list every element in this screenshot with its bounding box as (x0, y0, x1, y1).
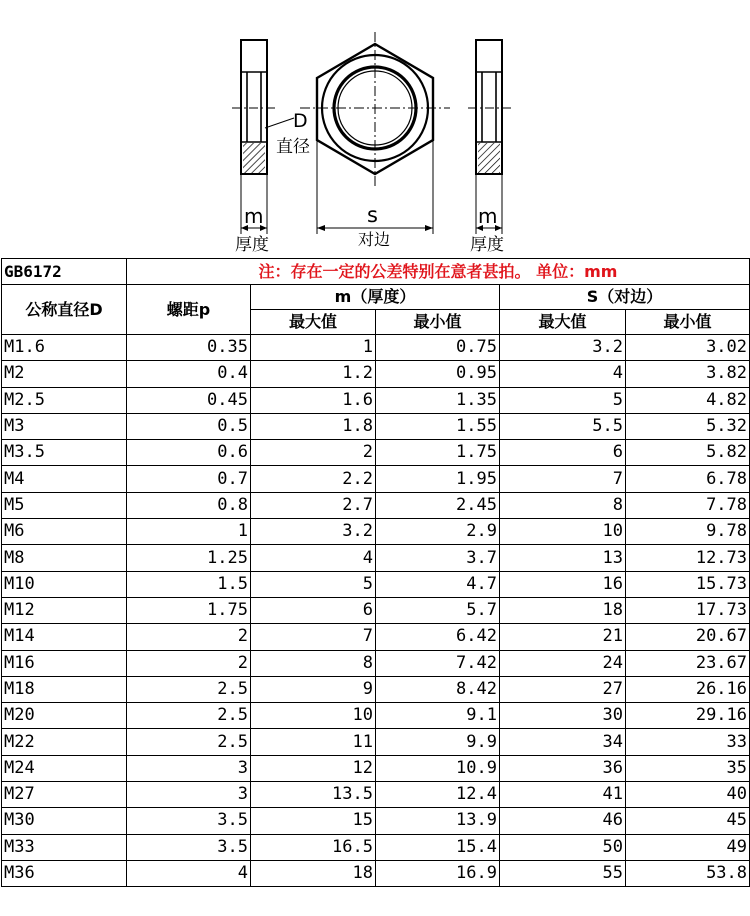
header-thickness-min: 最小值 (376, 310, 500, 335)
cell-across-flats-min: 17.73 (626, 597, 750, 623)
cell-pitch: 3 (127, 782, 251, 808)
cell-across-flats-max: 55 (500, 860, 626, 886)
table-row (2, 624, 750, 650)
cell-nominal-diameter: M10 (2, 571, 127, 597)
cell-pitch: 0.8 (127, 492, 251, 518)
cell-thickness-max: 13.5 (251, 782, 376, 808)
cell-pitch: 0.6 (127, 440, 251, 466)
cell-nominal-diameter: M12 (2, 597, 127, 623)
table-row (2, 492, 750, 518)
cell-across-flats-max: 8 (500, 492, 626, 518)
cell-thickness-min: 3.7 (376, 545, 500, 571)
cell-across-flats-max: 10 (500, 519, 626, 545)
cell-thickness-max: 9 (251, 676, 376, 702)
diameter-label: 直径 (276, 137, 310, 157)
table-row (2, 466, 750, 492)
cell-nominal-diameter: M33 (2, 834, 127, 860)
table-row (2, 860, 750, 886)
cell-pitch: 3.5 (127, 808, 251, 834)
cell-pitch: 3.5 (127, 834, 251, 860)
cell-thickness-max: 5 (251, 571, 376, 597)
cell-thickness-max: 10 (251, 703, 376, 729)
cell-across-flats-min: 6.78 (626, 466, 750, 492)
cell-nominal-diameter: M20 (2, 703, 127, 729)
cell-across-flats-max: 21 (500, 624, 626, 650)
cell-across-flats-min: 5.32 (626, 413, 750, 439)
header-pitch: 螺距p (127, 285, 251, 335)
cell-thickness-min: 1.75 (376, 440, 500, 466)
cell-across-flats-max: 5 (500, 387, 626, 413)
cell-thickness-min: 2.9 (376, 519, 500, 545)
header-row (2, 285, 750, 310)
cell-across-flats-min: 29.16 (626, 703, 750, 729)
table-row (2, 361, 750, 387)
table-row (2, 834, 750, 860)
cell-thickness-min: 5.7 (376, 597, 500, 623)
cell-pitch: 0.5 (127, 413, 251, 439)
cell-pitch: 2 (127, 650, 251, 676)
cell-across-flats-max: 46 (500, 808, 626, 834)
cell-pitch: 1 (127, 519, 251, 545)
cell-across-flats-min: 9.78 (626, 519, 750, 545)
table-row (2, 413, 750, 439)
cell-thickness-max: 1.8 (251, 413, 376, 439)
cell-pitch: 1.5 (127, 571, 251, 597)
cell-thickness-min: 15.4 (376, 834, 500, 860)
cell-thickness-max: 1 (251, 335, 376, 361)
cell-pitch: 2.5 (127, 676, 251, 702)
cell-thickness-max: 4 (251, 545, 376, 571)
cell-across-flats-min: 15.73 (626, 571, 750, 597)
table-row (2, 571, 750, 597)
cell-across-flats-max: 41 (500, 782, 626, 808)
cell-thickness-min: 1.55 (376, 413, 500, 439)
cell-pitch: 1.25 (127, 545, 251, 571)
table-title-row (2, 259, 750, 285)
cell-across-flats-min: 4.82 (626, 387, 750, 413)
header-nominal-diameter: 公称直径D (2, 285, 127, 335)
cell-thickness-min: 13.9 (376, 808, 500, 834)
cell-across-flats-min: 5.82 (626, 440, 750, 466)
cell-thickness-max: 2 (251, 440, 376, 466)
cell-pitch: 0.35 (127, 335, 251, 361)
cell-thickness-max: 18 (251, 860, 376, 886)
cell-thickness-min: 12.4 (376, 782, 500, 808)
cell-thickness-min: 1.95 (376, 466, 500, 492)
cell-nominal-diameter: M3.5 (2, 440, 127, 466)
cell-pitch: 2.5 (127, 703, 251, 729)
table-row (2, 782, 750, 808)
cell-thickness-max: 11 (251, 729, 376, 755)
cell-across-flats-min: 23.67 (626, 650, 750, 676)
cell-across-flats-max: 16 (500, 571, 626, 597)
cell-thickness-max: 7 (251, 624, 376, 650)
cell-across-flats-max: 27 (500, 676, 626, 702)
cell-across-flats-max: 34 (500, 729, 626, 755)
header-across-flats-max: 最大值 (500, 310, 626, 335)
cell-thickness-min: 2.45 (376, 492, 500, 518)
table-row (2, 650, 750, 676)
cell-across-flats-min: 3.82 (626, 361, 750, 387)
across-flats-label: 对边 (358, 230, 391, 249)
thickness-symbol-left: m (244, 204, 264, 228)
cell-thickness-max: 2.7 (251, 492, 376, 518)
cell-across-flats-min: 40 (626, 782, 750, 808)
header-across-flats-min: 最小值 (626, 310, 750, 335)
cell-nominal-diameter: M16 (2, 650, 127, 676)
cell-across-flats-min: 45 (626, 808, 750, 834)
cell-pitch: 0.45 (127, 387, 251, 413)
standard-code: GB6172 (2, 259, 127, 285)
table-body (2, 335, 750, 887)
tolerance-note: 注：存在一定的公差特别在意者甚拍。 单位：mm (127, 259, 750, 285)
header-thickness-max: 最大值 (251, 310, 376, 335)
cell-nominal-diameter: M36 (2, 860, 127, 886)
cell-nominal-diameter: M6 (2, 519, 127, 545)
cell-pitch: 2 (127, 624, 251, 650)
cell-across-flats-max: 3.2 (500, 335, 626, 361)
cell-thickness-max: 16.5 (251, 834, 376, 860)
cell-thickness-min: 9.9 (376, 729, 500, 755)
cell-thickness-min: 16.9 (376, 860, 500, 886)
cell-thickness-min: 9.1 (376, 703, 500, 729)
cell-across-flats-max: 18 (500, 597, 626, 623)
table-row (2, 755, 750, 781)
table-row (2, 729, 750, 755)
cell-thickness-min: 0.75 (376, 335, 500, 361)
cell-pitch: 0.7 (127, 466, 251, 492)
cell-across-flats-min: 20.67 (626, 624, 750, 650)
cell-thickness-max: 8 (251, 650, 376, 676)
cell-across-flats-min: 33 (626, 729, 750, 755)
cell-nominal-diameter: M4 (2, 466, 127, 492)
cell-nominal-diameter: M30 (2, 808, 127, 834)
specification-table (1, 258, 750, 887)
cell-pitch: 3 (127, 755, 251, 781)
cell-thickness-min: 1.35 (376, 387, 500, 413)
cell-across-flats-min: 26.16 (626, 676, 750, 702)
cell-thickness-max: 1.6 (251, 387, 376, 413)
table-row (2, 808, 750, 834)
cell-across-flats-max: 13 (500, 545, 626, 571)
cell-thickness-max: 2.2 (251, 466, 376, 492)
table-row (2, 440, 750, 466)
cell-thickness-max: 6 (251, 597, 376, 623)
thickness-label-right: 厚度 (470, 235, 504, 255)
table-row (2, 597, 750, 623)
cell-thickness-min: 0.95 (376, 361, 500, 387)
cell-across-flats-min: 12.73 (626, 545, 750, 571)
cell-across-flats-max: 5.5 (500, 413, 626, 439)
cell-across-flats-max: 50 (500, 834, 626, 860)
cell-across-flats-max: 7 (500, 466, 626, 492)
cell-thickness-min: 10.9 (376, 755, 500, 781)
cell-pitch: 2.5 (127, 729, 251, 755)
cell-pitch: 1.75 (127, 597, 251, 623)
table-row (2, 519, 750, 545)
thickness-label-left: 厚度 (235, 235, 269, 255)
cell-thickness-max: 1.2 (251, 361, 376, 387)
cell-nominal-diameter: M5 (2, 492, 127, 518)
cell-across-flats-max: 6 (500, 440, 626, 466)
cell-thickness-min: 8.42 (376, 676, 500, 702)
across-flats-symbol: s (367, 203, 378, 227)
cell-nominal-diameter: M3 (2, 413, 127, 439)
cell-nominal-diameter: M14 (2, 624, 127, 650)
table-row (2, 545, 750, 571)
cell-across-flats-max: 24 (500, 650, 626, 676)
cell-across-flats-max: 30 (500, 703, 626, 729)
side-view-left (232, 40, 310, 255)
hex-nut-diagram (0, 0, 750, 258)
cell-thickness-max: 15 (251, 808, 376, 834)
cell-nominal-diameter: M1.6 (2, 335, 127, 361)
side-view-right (468, 40, 512, 255)
cell-nominal-diameter: M27 (2, 782, 127, 808)
cell-nominal-diameter: M22 (2, 729, 127, 755)
cell-pitch: 4 (127, 860, 251, 886)
cell-nominal-diameter: M8 (2, 545, 127, 571)
nut-drawing (0, 0, 750, 258)
cell-across-flats-min: 53.8 (626, 860, 750, 886)
table-row (2, 335, 750, 361)
cell-across-flats-min: 35 (626, 755, 750, 781)
cell-thickness-min: 7.42 (376, 650, 500, 676)
cell-across-flats-min: 7.78 (626, 492, 750, 518)
table-row (2, 703, 750, 729)
cell-across-flats-min: 49 (626, 834, 750, 860)
front-view-hex (300, 32, 450, 249)
cell-nominal-diameter: M2 (2, 361, 127, 387)
cell-thickness-max: 12 (251, 755, 376, 781)
diameter-symbol: D (293, 110, 308, 132)
header-thickness: m（厚度） (251, 285, 500, 310)
cell-thickness-max: 3.2 (251, 519, 376, 545)
cell-nominal-diameter: M18 (2, 676, 127, 702)
cell-nominal-diameter: M24 (2, 755, 127, 781)
cell-across-flats-max: 36 (500, 755, 626, 781)
cell-pitch: 0.4 (127, 361, 251, 387)
thickness-symbol-right: m (478, 204, 498, 228)
cell-thickness-min: 6.42 (376, 624, 500, 650)
table-row (2, 676, 750, 702)
cell-across-flats-max: 4 (500, 361, 626, 387)
cell-nominal-diameter: M2.5 (2, 387, 127, 413)
header-across-flats: S（对边） (500, 285, 750, 310)
cell-across-flats-min: 3.02 (626, 335, 750, 361)
table-row (2, 387, 750, 413)
cell-thickness-min: 4.7 (376, 571, 500, 597)
